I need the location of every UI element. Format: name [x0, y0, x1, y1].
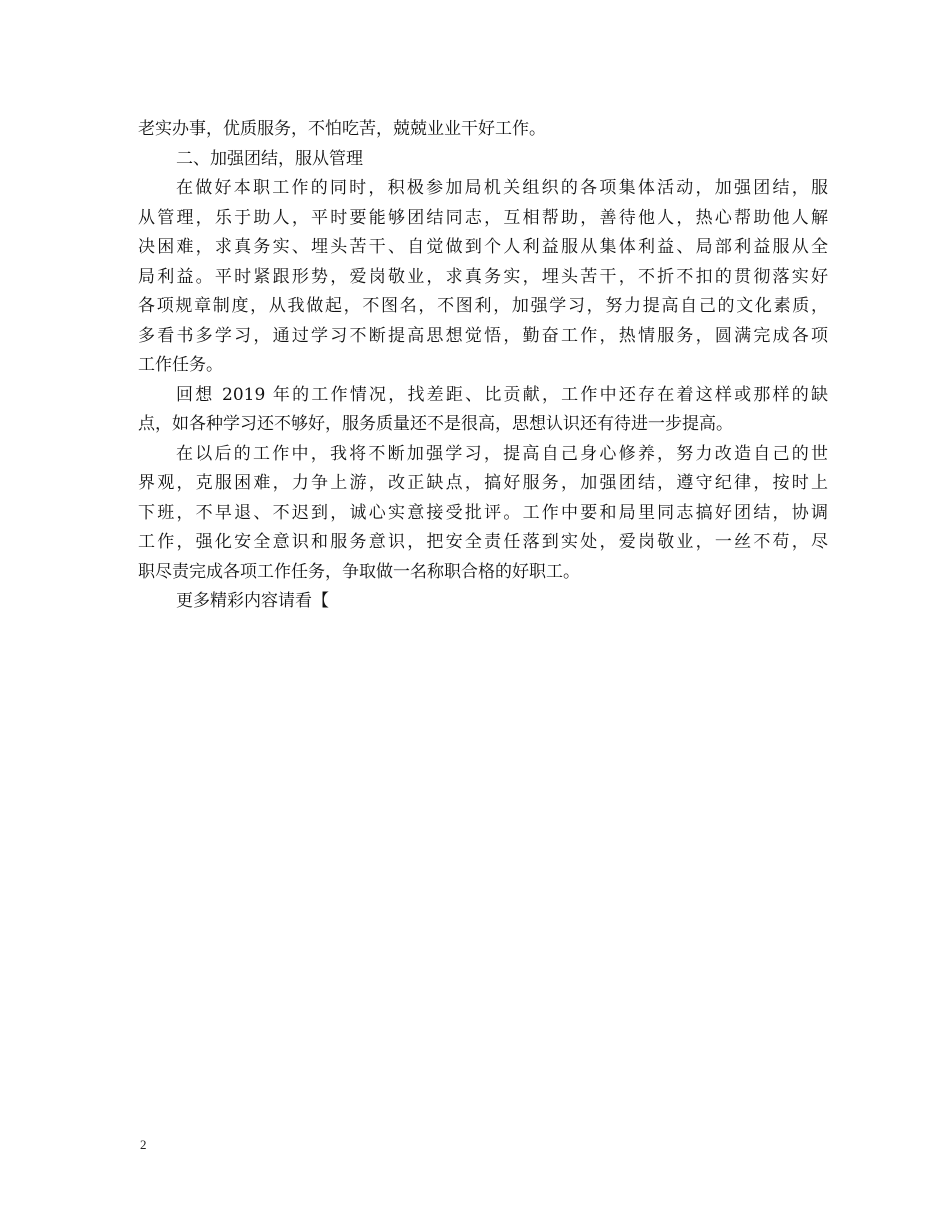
text-line: 点，如各种学习还不够好，服务质量还不是很高，思想认识还有待进一步提高。 — [138, 414, 733, 434]
text-line: 二、加强团结，服从管理 — [176, 148, 363, 169]
text-line: 下班，不早退、不迟到，诚心实意接受批评。工作中要和局里同志搞好团结，协调 — [138, 502, 828, 523]
text-line: 界观，克服困难，力争上游，改正缺点，搞好服务，加强团结，遵守纪律，按时上 — [138, 473, 828, 493]
text-line: 老实办事，优质服务，不怕吃苦，兢兢业业干好工作。 — [138, 119, 546, 139]
text-line: 在以后的工作中，我将不断加强学习，提高自己身心修养，努力改造自己的世 — [176, 443, 828, 464]
text-line: 从管理，乐于助人，平时要能够团结同志，互相帮助，善待他人，热心帮助他人解 — [138, 207, 828, 228]
text-line: 回想 2019 年的工作情况，找差距、比贡献，工作中还存在着这样或那样的缺 — [176, 384, 828, 405]
page-number: 2 — [140, 1137, 147, 1152]
text-line: 决困难，求真务实、埋头苦干、自觉做到个人利益服从集体利益、局部利益服从全 — [138, 237, 828, 257]
text-line: 更多精彩内容请看【 — [176, 591, 329, 611]
text-line: 在做好本职工作的同时，积极参加局机关组织的各项集体活动，加强团结，服 — [176, 178, 828, 198]
text-line: 各项规章制度，从我做起，不图名，不图利，加强学习，努力提高自己的文化素质， — [138, 296, 828, 316]
text-line: 工作，强化安全意识和服务意识，把安全责任落到实处，爱岗敬业，一丝不苟，尽 — [138, 532, 828, 552]
text-line: 工作任务。 — [138, 355, 223, 375]
document-body — [138, 115, 828, 617]
text-line: 多看书多学习，通过学习不断提高思想觉悟，勤奋工作，热情服务，圆满完成各项 — [138, 325, 828, 346]
text-line: 局利益。平时紧跟形势，爱岗敬业，求真务实，埋头苦干，不折不扣的贯彻落实好 — [138, 266, 828, 287]
text-line: 职尽责完成各项工作任务，争取做一名称职合格的好职工。 — [138, 561, 580, 582]
